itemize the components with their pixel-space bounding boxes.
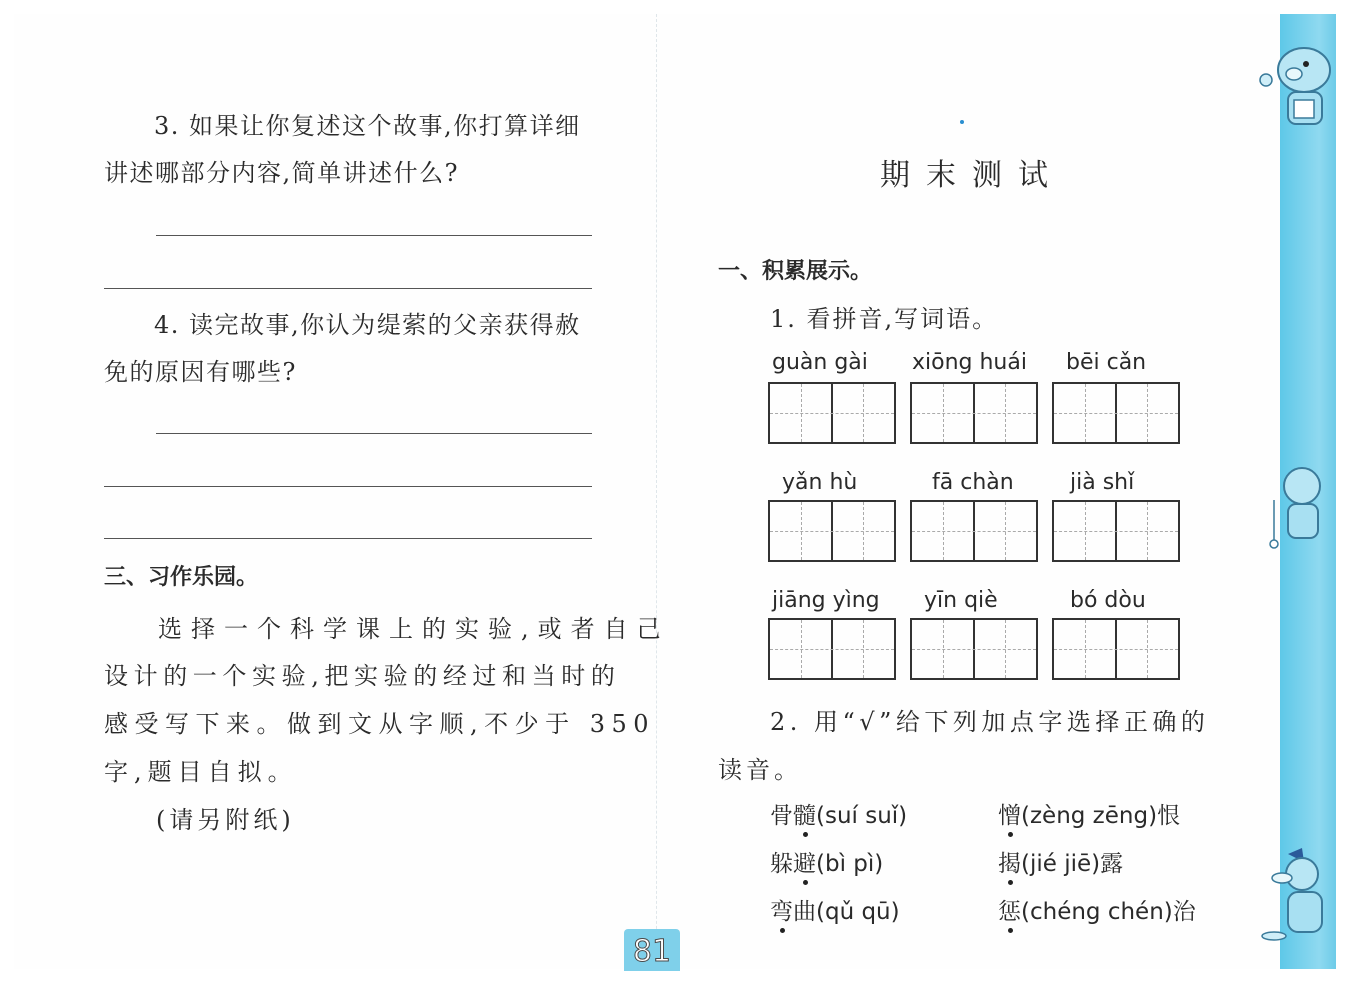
reading-option[interactable] <box>998 893 1196 926</box>
option-pinyin: (bì pì) <box>816 851 884 877</box>
page-title: 期末测试 <box>880 158 1064 193</box>
section-3-heading: 三、习作乐园。 <box>104 565 259 590</box>
dotted-char: 揭 <box>998 851 1021 877</box>
option-char: 治 <box>1172 899 1196 925</box>
attach-paper-note: (请另附纸) <box>156 806 295 834</box>
page-number: 81 <box>624 929 680 971</box>
dotted-char: 弯 <box>770 899 793 925</box>
question-1: 1. 看拼音,写词语。 <box>770 305 999 333</box>
option-pinyin: (chéng chén) <box>1021 899 1173 925</box>
prompt-line-2: 设计的一个实验,把实验的经过和当时的 <box>104 662 621 690</box>
option-pinyin: (suí suǐ) <box>816 803 908 829</box>
title-accent-dot <box>960 120 964 124</box>
answer-line[interactable] <box>156 235 592 236</box>
reading-option[interactable] <box>770 797 907 830</box>
wolf-mascot-icon <box>1262 460 1338 560</box>
question-3-line-1: 3. 如果让你复述这个故事,你打算详细 <box>154 112 581 140</box>
pig-mascot-icon <box>1254 40 1340 136</box>
answer-line[interactable] <box>156 433 592 434</box>
writing-grid[interactable] <box>1052 500 1180 562</box>
pinyin-label: yīn qiè <box>924 588 998 613</box>
question-3-line-2: 讲述哪部分内容,简单讲述什么? <box>104 159 459 187</box>
writing-grid[interactable] <box>910 500 1038 562</box>
prompt-line-1: 选择一个科学课上的实验,或者自己 <box>158 615 670 643</box>
answer-line[interactable] <box>104 486 592 487</box>
reading-option[interactable] <box>770 845 883 878</box>
question-4-line-2: 免的原因有哪些? <box>104 358 297 386</box>
dotted-char: 避 <box>793 851 816 877</box>
dotted-char: 惩 <box>998 899 1021 925</box>
option-pinyin: 曲(qǔ qū) <box>793 899 900 925</box>
dotted-char: 憎 <box>998 803 1021 829</box>
writing-grid[interactable] <box>768 500 896 562</box>
pinyin-label: bēi cǎn <box>1066 350 1147 375</box>
writing-grid[interactable] <box>1052 618 1180 680</box>
writing-grid[interactable] <box>910 382 1038 444</box>
answer-line[interactable] <box>104 288 592 289</box>
pinyin-label: fā chàn <box>932 470 1014 495</box>
duck-mascot-icon <box>1258 846 1340 946</box>
reading-option[interactable] <box>770 893 900 926</box>
option-pinyin: (zèng zēng) <box>1021 803 1158 829</box>
pinyin-label: jià shǐ <box>1070 470 1135 495</box>
option-char: 骨 <box>770 803 793 829</box>
section-1-heading: 一、积累展示。 <box>718 259 873 284</box>
writing-grid[interactable] <box>910 618 1038 680</box>
pinyin-label: xiōng huái <box>912 350 1027 375</box>
writing-grid[interactable] <box>768 382 896 444</box>
option-pinyin: (jié jiē) <box>1021 851 1101 877</box>
question-2-line-2: 读音。 <box>718 756 802 784</box>
pinyin-label: guàn gài <box>772 350 868 375</box>
dotted-char: 髓 <box>793 803 816 829</box>
reading-option[interactable] <box>998 845 1123 878</box>
pinyin-label: jiāng yìng <box>772 588 880 613</box>
pinyin-label: yǎn hù <box>782 470 858 495</box>
prompt-line-4: 字,题目自拟。 <box>104 758 298 786</box>
question-2-line-1: 2. 用“√”给下列加点字选择正确的 <box>770 708 1210 736</box>
question-4-line-1: 4. 读完故事,你认为缇萦的父亲获得赦 <box>154 311 581 339</box>
option-char: 恨 <box>1157 803 1181 829</box>
option-char: 躲 <box>770 851 793 877</box>
writing-grid[interactable] <box>768 618 896 680</box>
reading-option[interactable] <box>998 797 1180 830</box>
option-char: 露 <box>1100 851 1124 877</box>
pinyin-label: bó dòu <box>1070 588 1146 613</box>
writing-grid[interactable] <box>1052 382 1180 444</box>
page-gutter <box>656 14 665 969</box>
answer-line[interactable] <box>104 538 592 539</box>
prompt-line-3: 感受写下来。做到文从字顺,不少于 350 <box>104 710 656 738</box>
